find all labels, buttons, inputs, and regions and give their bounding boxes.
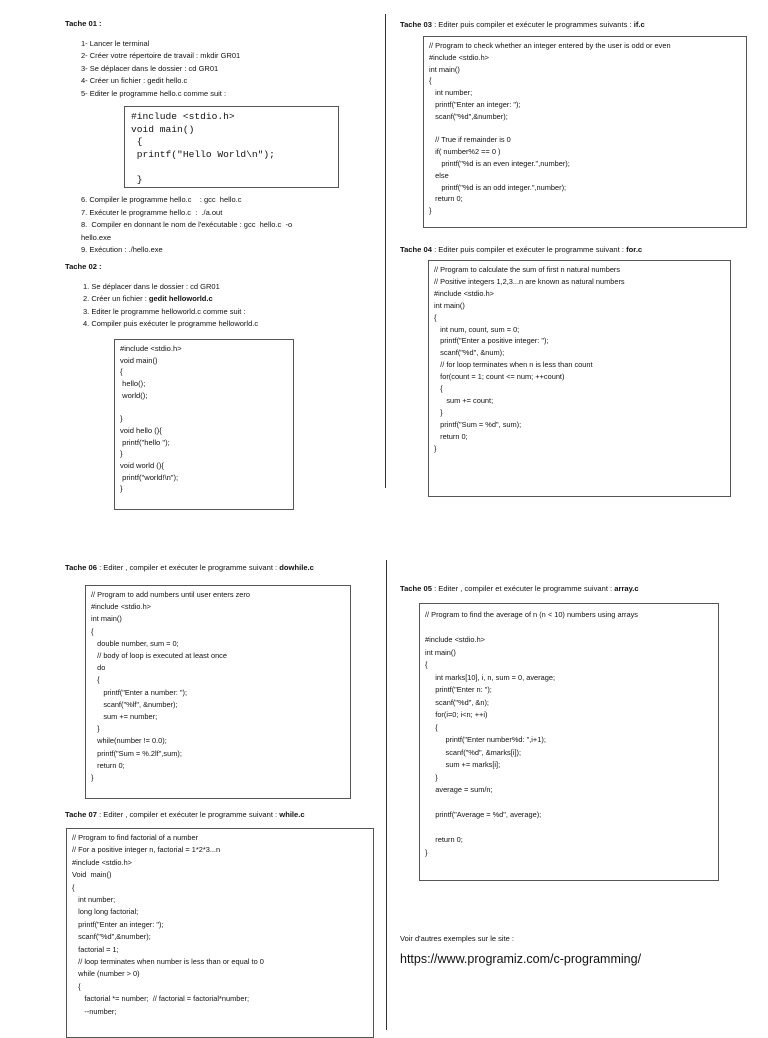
tache03-code: // Program to check whether an integer entered by the user is odd or even #include <stdio.h> int main() { int number; printf("Enter an integer: "); scanf("%d",&number); // True if remainder is 0 if( number%2 == 0 ) printf("%d is an even integer.",number); else printf("%d is an odd integer.",number); return 0; } xyxy=(429,41,671,216)
column-divider-bottom xyxy=(386,560,387,1030)
list-item: 5- Editer le programme hello.c comme suit : xyxy=(81,88,227,98)
column-divider-top xyxy=(385,14,386,488)
tache04-code: // Program to calculate the sum of first n natural numbers // Positive integers 1,2,3...n are known as natural numbers #include <stdio.h> int main() { int num, count, sum = 0; printf("Enter a positive integer: "); scanf("%d", &num); // for loop terminates when n is less than count for(count = 1; count <= num; ++count) { sum += count; } printf("Sum = %d", sum); return 0; } xyxy=(434,265,625,453)
title-file: array.c xyxy=(614,584,639,593)
title-file: dowhile.c xyxy=(279,563,314,572)
tache04-code-box xyxy=(428,260,731,497)
list-item: 1- Lancer le terminal xyxy=(81,39,150,48)
list-item: 3. Editer le programme helloworld.c comme suit : xyxy=(83,306,246,316)
tache05-code-box xyxy=(419,603,719,881)
title-file: for.c xyxy=(626,245,643,254)
tache02-steps xyxy=(83,281,258,331)
tache04-title xyxy=(400,245,642,254)
title-text: : Editer puis compiler et exécuter le programme suivant : xyxy=(434,245,627,254)
tache05-title xyxy=(400,584,639,593)
title-prefix: Tache 05 xyxy=(400,584,435,593)
title-prefix: Tache 04 xyxy=(400,245,435,254)
title-text: : Editer , compiler et exécuter le programme suivant : xyxy=(99,563,280,572)
tache01-code: #include <stdio.h> void main() { printf("Hello World\n"); } xyxy=(131,111,275,185)
title-text: : Editer , compiler et exécuter le programme suivant : xyxy=(99,810,280,819)
list-item: 4. Compiler puis exécuter le programme helloworld.c xyxy=(83,319,259,329)
tache07-title xyxy=(65,810,305,819)
title-prefix: Tache 03 xyxy=(400,20,435,29)
tache02-code: #include <stdio.h> void main() { hello(); world(); } void hello (){ printf("hello "); } void world (){ printf("world!\n"); } xyxy=(120,344,182,494)
tache06-code-box xyxy=(85,585,351,799)
list-item: 2- Créer votre répertoire de travail : mkdir GR01 xyxy=(81,51,241,61)
tache06-title xyxy=(65,563,314,572)
tache01-instructions: 6. Compiler le programme hello.c : gcc hello.c 7. Exécuter le programme hello.c : ./a.out 8. Compiler en donnant le nom de l'exécutable : gcc hello.c -o hello.exe 9. Exécution : ./hello.exe xyxy=(81,195,293,255)
footer-note: Voir d'autres exemples sur le site : xyxy=(400,934,514,943)
tache01-code-box xyxy=(124,106,339,188)
tache06-code: // Program to add numbers until user enters zero #include <stdio.h> int main() { double number, sum = 0; // body of loop is executed at least once do { printf("Enter a number: "); scanf("%lf", &number); sum += number; } while(number != 0.0); printf("Sum = %.2lf",sum); return 0; } xyxy=(91,590,250,783)
title-file: if.c xyxy=(633,20,645,29)
tache01-steps xyxy=(81,38,240,100)
title-text: : Editer , compiler et exécuter le programme suivant : xyxy=(434,584,615,593)
tache05-code: // Program to find the average of n (n < 10) numbers using arrays #include <stdio.h> int main() { int marks[10], i, n, sum = 0, average; printf("Enter n: "); scanf("%d", &n); for(i=0; i<n; ++i) { printf("Enter number%d: ",i+1); scanf("%d", &marks[i]); sum += marks[i]; } average = sum/n; printf("Average = %d", average); return 0; } xyxy=(425,610,639,857)
tache02-code-box xyxy=(114,339,294,510)
title-file: while.c xyxy=(279,810,305,819)
list-item: 3- Se déplacer dans le dossier : cd GR01 xyxy=(81,63,219,73)
title-text: : Editer puis compiler et exécuter le programmes suivants : xyxy=(434,20,634,29)
tache01-title: Tache 01 : xyxy=(65,19,102,28)
step-text: 2. Créer un fichier : xyxy=(83,294,149,304)
list-item: 1. Se déplacer dans le dossier : cd GR01 xyxy=(83,282,220,291)
title-prefix: Tache 06 xyxy=(65,563,100,572)
tache07-code: // Program to find factorial of a number // For a positive integer n, factorial = 1*2*3...n #include <stdio.h> Void main() { int number; long long factorial; printf("Enter an integer: "); scanf("%d",&number); factorial = 1; // loop terminates when number is less than or equal to 0 while (number > 0) { factorial *= number; // factorial = factorial*number; --number; xyxy=(72,833,264,1016)
list-item xyxy=(83,293,258,305)
title-prefix: Tache 07 xyxy=(65,810,100,819)
step-file: gedit helloworld.c xyxy=(148,294,213,304)
footer-url-link[interactable]: https://www.programiz.com/c-programming/ xyxy=(400,952,642,966)
tache03-code-box xyxy=(423,36,747,228)
tache07-code-box xyxy=(66,828,374,1038)
tache03-title xyxy=(400,20,645,29)
tache02-title: Tache 02 : xyxy=(65,262,102,271)
list-item: 4- Créer un fichier : gedit hello.c xyxy=(81,76,188,86)
